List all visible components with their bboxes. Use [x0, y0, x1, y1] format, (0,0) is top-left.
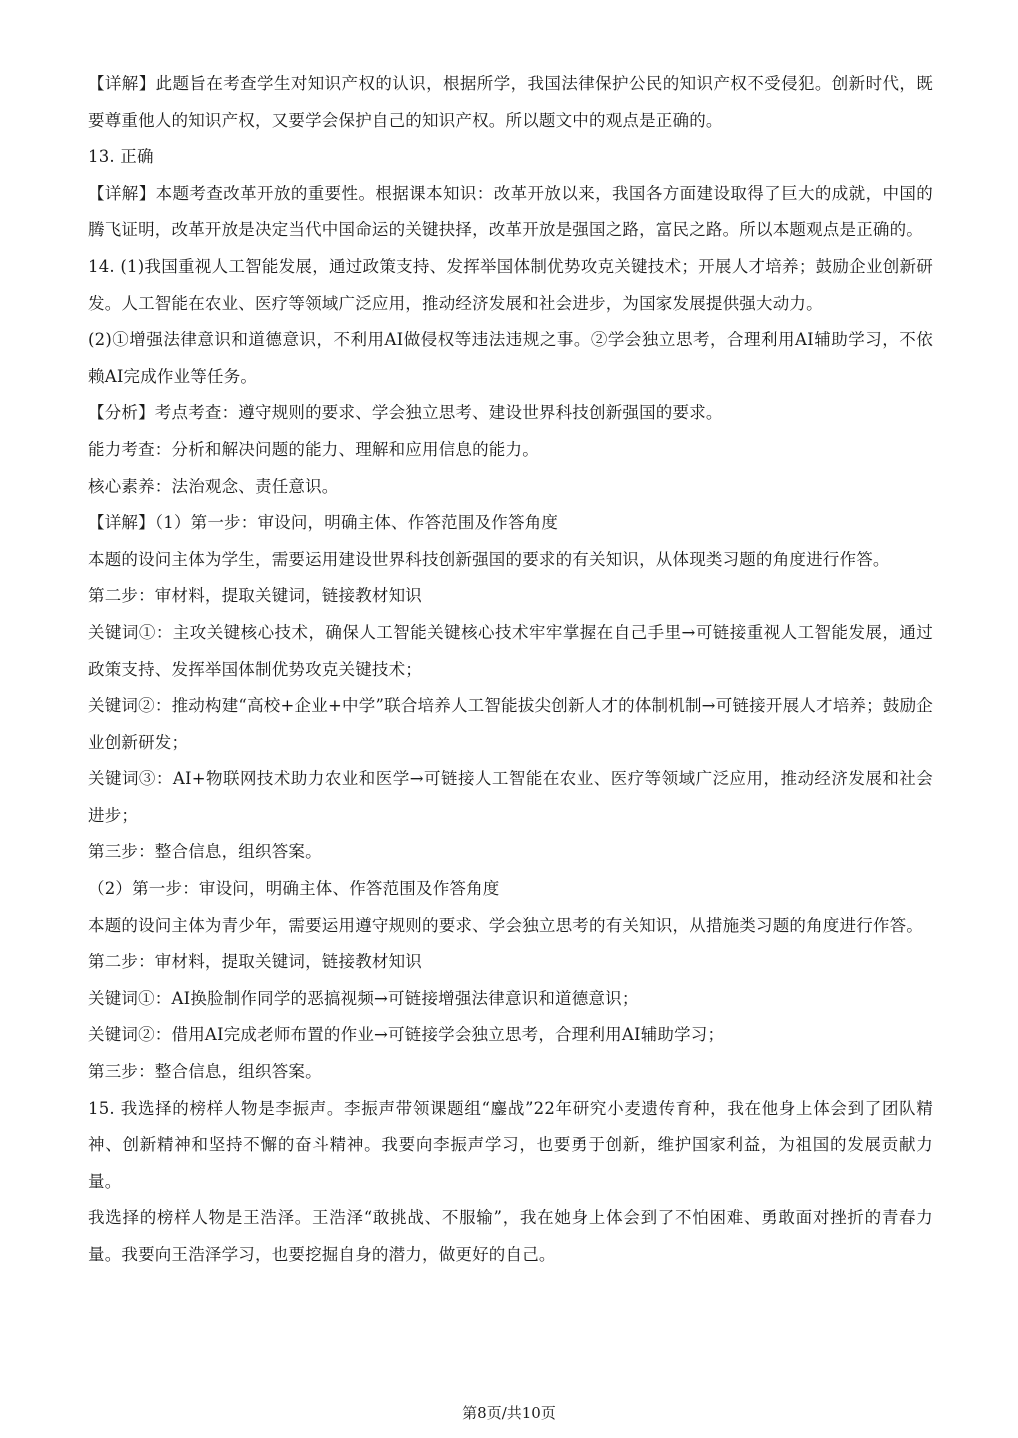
explanation-q12: 【详解】此题旨在考查学生对知识产权的认识，根据所学，我国法律保护公民的知识产权不受侵犯。创新时代，既要尊重他人的知识产权，又要学会保护自己的知识产权。所以题文中的观点是正确的。	[88, 74, 933, 130]
answer-q14-part2: (2)①增强法律意识和道德意识，不利用AI做侵权等违法违规之事。②学会独立思考，合理利用AI辅助学习，不依赖AI完成作业等任务。	[88, 330, 933, 386]
detail-part2-step2: 第二步：审材料，提取关键词，链接教材知识	[88, 952, 422, 972]
detail-part1-keyword3: 关键词③：AI+物联网技术助力农业和医学→可链接人工智能在农业、医疗等领域广泛应用，推动经济发展和社会进步；	[88, 769, 933, 825]
answer-q15-example2: 我选择的榜样人物是王浩泽。王浩泽“敢挑战、不服输”，我在她身上体会到了不怕困难、勇敢面对挫折的青春力量。我要向王浩泽学习，也要挖掘自身的潜力，做更好的自己。	[88, 1208, 933, 1264]
detail-part1-step1: 【详解】（1）第一步：审设问，明确主体、作答范围及作答角度	[88, 513, 559, 533]
answer-q13: 13. 正确	[88, 147, 154, 167]
explanation-q13: 【详解】本题考查改革开放的重要性。根据课本知识：改革开放以来，我国各方面建设取得了巨大的成就，中国的腾飞证明，改革开放是决定当代中国命运的关键抉择，改革开放是强国之路，富民之路。所以本题观点是正确的。	[88, 183, 933, 240]
detail-part1-step2: 第二步：审材料，提取关键词，链接教材知识	[88, 586, 422, 606]
answer-q14-part1: 14. (1)我国重视人工智能发展，通过政策支持、发挥举国体制优势攻克关键技术；开展人才培养；鼓励企业创新研发。人工智能在农业、医疗等领域广泛应用，推动经济发展和社会进步，为国家发展提供强大动力。	[88, 256, 933, 313]
analysis-ability: 能力考查：分析和解决问题的能力、理解和应用信息的能力。	[88, 439, 539, 459]
detail-part1-keyword2: 关键词②：推动构建“高校+企业+中学”联合培养人工智能拔尖创新人才的体制机制→可链接开展人才培养；鼓励企业创新研发；	[88, 696, 933, 752]
answer-q15-example1: 15. 我选择的榜样人物是李振声。李振声带领课题组“鏖战”22年研究小麦遗传育种，我在他身上体会到了团队精神、创新精神和坚持不懈的奋斗精神。我要向李振声学习，也要勇于创新，维护国家利益，为祖国的发展贡献力量。	[88, 1098, 933, 1191]
detail-part2-keyword2: 关键词②：借用AI完成老师布置的作业→可链接学会独立思考，合理利用AI辅助学习；	[88, 1025, 725, 1045]
detail-part2-step3: 第三步：整合信息，组织答案。	[88, 1062, 322, 1082]
page-number: 第8页/共10页	[462, 1404, 556, 1422]
detail-part2-step1: （2）第一步：审设问，明确主体、作答范围及作答角度	[88, 879, 500, 899]
document-body	[88, 66, 933, 1274]
detail-part1-step3: 第三步：整合信息，组织答案。	[88, 842, 322, 862]
analysis-core-literacy: 核心素养：法治观念、责任意识。	[88, 476, 339, 496]
detail-part1-subject: 本题的设问主体为学生，需要运用建设世界科技创新强国的要求的有关知识，从体现类习题的角度进行作答。	[88, 549, 890, 569]
analysis-exam-points: 【分析】考点考查：遵守规则的要求、学会独立思考、建设世界科技创新强国的要求。	[88, 403, 723, 423]
detail-part2-subject: 本题的设问主体为青少年，需要运用遵守规则的要求、学会独立思考的有关知识，从措施类习题的角度进行作答。	[88, 915, 923, 935]
detail-part2-keyword1: 关键词①：AI换脸制作同学的恶搞视频→可链接增强法律意识和道德意识；	[88, 988, 639, 1008]
detail-part1-keyword1: 关键词①：主攻关键核心技术，确保人工智能关键核心技术牢牢掌握在自己手里→可链接重视人工智能发展，通过政策支持、发挥举国体制优势攻克关键技术；	[88, 622, 933, 679]
